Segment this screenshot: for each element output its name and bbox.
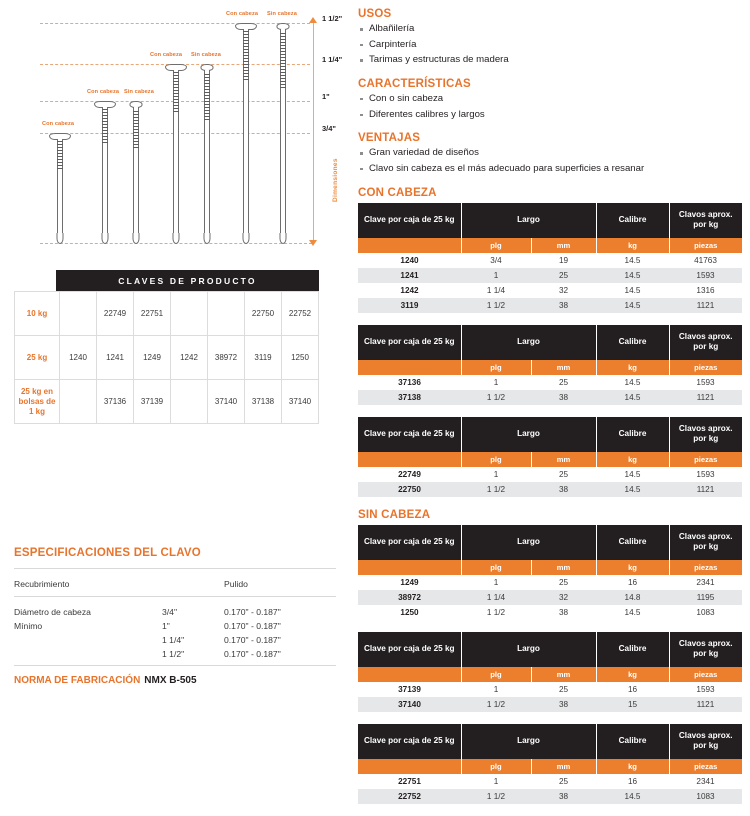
subheader-piezas: piezas (669, 759, 742, 774)
cell: 1240 (60, 336, 97, 380)
header-calibre: Calibre (596, 632, 669, 667)
header-clavos: Clavos aprox. por kg (669, 525, 742, 560)
cell-kg: 14.8 (596, 590, 669, 605)
cell-clave: 37136 (398, 377, 421, 387)
diametro-label-line1: Diámetro de cabeza (14, 607, 91, 617)
cell-mm: 38 (531, 390, 596, 405)
caracteristicas-list (358, 93, 742, 121)
list-item: Clavo sin cabeza es el más adecuado para superficies a resanar (358, 163, 742, 176)
subheader-kg: kg (596, 667, 669, 682)
cell-clave: 3119 (358, 298, 461, 313)
nail-tip (173, 233, 180, 244)
sin-cabeza-title: SIN CABEZA (358, 508, 431, 521)
cell: 22751 (134, 292, 171, 336)
cell-kg: 14.5 (596, 390, 669, 405)
list-item: Albañilería (358, 23, 742, 36)
subheader-mm: mm (531, 759, 596, 774)
diametro-label-line2: Mínimo (14, 621, 43, 631)
subheader-clave (358, 667, 461, 682)
header-clave: Clave por caja de 25 kg (358, 525, 461, 560)
subheader-plg: plg (461, 560, 531, 575)
cell-piezas: 1593 (669, 268, 742, 283)
header-clave: Clave por caja de 25 kg (358, 203, 461, 238)
table-row (358, 590, 742, 605)
size-cell: 1" (162, 621, 170, 631)
subheader-piezas: piezas (669, 360, 742, 375)
row-label-25kg-bolsas: 25 kg en bolsas de 1 kg (15, 380, 60, 424)
cell-plg: 1 1/2 (461, 298, 531, 313)
ventajas-title: VENTAJAS (358, 132, 421, 145)
table-row (14, 619, 336, 633)
nail-2 (94, 101, 116, 243)
empty-label (14, 647, 162, 661)
header-clave: Clave por caja de 25 kg (358, 632, 461, 667)
table-row (358, 283, 742, 298)
spacer-cell (162, 577, 224, 591)
header-calibre: Calibre (596, 203, 669, 238)
cell (171, 380, 208, 424)
cell (60, 292, 97, 336)
table-row (14, 605, 336, 619)
cell-mm: 38 (531, 298, 596, 313)
subheader-kg: kg (596, 452, 669, 467)
recubrimiento-label: Recubrimiento (14, 579, 70, 589)
cell-kg: 14.5 (596, 268, 669, 283)
subheader-kg: kg (596, 360, 669, 375)
cell: 22752 (282, 292, 319, 336)
cell-clave: 22750 (358, 482, 461, 497)
dimension-axis (313, 23, 314, 243)
header-largo: Largo (461, 203, 596, 238)
table-row (358, 682, 742, 697)
subheader-plg: plg (461, 238, 531, 253)
cell: 1249 (134, 336, 171, 380)
nail-3 (125, 101, 147, 243)
nail-tip (280, 233, 287, 244)
header-clavos: Clavos aprox. por kg (669, 203, 742, 238)
nail-1 (49, 133, 71, 243)
table-row (14, 633, 336, 647)
subheader-clave (358, 452, 461, 467)
nail-1-label: Con cabeza (42, 121, 75, 127)
cell-plg: 3/4 (490, 255, 502, 265)
cell-clave: 22749 (398, 469, 421, 479)
cell-kg: 14.5 (624, 607, 641, 617)
header-largo: Largo (461, 325, 596, 360)
cell-mm: 25 (558, 684, 569, 694)
usos-list (358, 23, 742, 67)
table-subheader-row (358, 238, 742, 253)
spec-table-con-cabeza-2 (358, 325, 742, 405)
subheader-mm: mm (531, 560, 596, 575)
header-clave: Clave por caja de 25 kg (358, 325, 461, 360)
header-calibre: Calibre (596, 417, 669, 452)
cell-kg: 14.5 (596, 789, 669, 804)
nail-knurl (102, 109, 108, 143)
list-item: Carpintería (358, 39, 742, 52)
cell-piezas: 1121 (669, 298, 742, 313)
table-row (14, 647, 336, 661)
scale-label-3-4: 3/4" (322, 124, 336, 133)
header-largo: Largo (461, 417, 596, 452)
size-cell: 1 1/2" (162, 649, 185, 659)
cell-plg: 1 (493, 469, 499, 479)
cell-piezas: 1083 (669, 789, 742, 804)
table-row (358, 253, 742, 268)
table-row (358, 697, 742, 712)
cell-plg: 1 (461, 268, 531, 283)
norma-de-fabricacion (14, 675, 197, 686)
list-item: Tarimas y estructuras de madera (358, 54, 742, 67)
usos-section (358, 8, 742, 176)
cell: 3119 (245, 336, 282, 380)
cell-clave: 22751 (398, 776, 421, 786)
left-column (0, 0, 350, 698)
cell-mm: 25 (558, 577, 569, 587)
header-calibre: Calibre (596, 525, 669, 560)
size-cell: 3/4" (162, 607, 177, 617)
header-largo: Largo (461, 724, 596, 759)
cell-plg: 1 (493, 577, 499, 587)
cell: 37140 (282, 380, 319, 424)
nail-2-label: Con cabeza (87, 89, 120, 95)
divider (14, 568, 336, 569)
cell (208, 292, 245, 336)
cell-mm: 25 (558, 377, 569, 387)
header-clavos: Clavos aprox. por kg (669, 632, 742, 667)
cell-piezas: 1593 (696, 469, 715, 479)
cell: 22750 (245, 292, 282, 336)
subheader-clave (358, 560, 461, 575)
cell-piezas: 1121 (669, 390, 742, 405)
cell-mm: 25 (558, 776, 569, 786)
cell-piezas: 2341 (696, 577, 715, 587)
right-column (358, 8, 742, 816)
row-label-10kg: 10 kg (15, 292, 60, 336)
header-clave: Clave por caja de 25 kg (358, 724, 461, 759)
nail-tip (204, 233, 211, 244)
header-clavos: Clavos aprox. por kg (669, 417, 742, 452)
nail-size-diagram (0, 0, 350, 262)
nail-4 (165, 64, 187, 243)
table-row (358, 375, 742, 390)
header-largo: Largo (461, 525, 596, 560)
cell-piezas: 1593 (696, 377, 715, 387)
cell-mm: 32 (531, 590, 596, 605)
table-subheader-row (358, 759, 742, 774)
cell: 1241 (97, 336, 134, 380)
divider (14, 596, 336, 597)
spec-table-con-cabeza-1 (358, 203, 742, 313)
cell-piezas: 1195 (669, 590, 742, 605)
header-clavos: Clavos aprox. por kg (669, 325, 742, 360)
cell-kg: 14.5 (624, 285, 641, 295)
nail-5 (196, 64, 218, 243)
nail-knurl (280, 33, 286, 89)
dimension-axis-label: Dimensiones (332, 158, 339, 202)
nail-7 (272, 23, 294, 243)
cell-piezas: 1316 (696, 285, 715, 295)
table-row (358, 789, 742, 804)
cell: 1242 (171, 336, 208, 380)
subheader-kg: kg (596, 759, 669, 774)
cell-clave: 37139 (398, 684, 421, 694)
header-clavos: Clavos aprox. por kg (669, 724, 742, 759)
subheader-mm: mm (531, 667, 596, 682)
cell-piezas: 41763 (694, 255, 717, 265)
cell-clave: 1249 (400, 577, 419, 587)
scale-label-1-1-4: 1 1/4" (322, 55, 343, 64)
range-cell: 0.170" - 0.187" (224, 649, 281, 659)
spec-table-sin-cabeza-3 (358, 724, 742, 804)
cell-piezas: 1121 (669, 697, 742, 712)
cell-mm: 25 (558, 469, 569, 479)
cell: 37136 (97, 380, 134, 424)
size-cell: 1 1/4" (162, 635, 185, 645)
nail-4-label: Con cabeza (150, 52, 183, 58)
cell-piezas: 2341 (696, 776, 715, 786)
nail-knurl (243, 31, 249, 81)
table-header-row (358, 724, 742, 759)
cell-piezas: 1083 (696, 607, 715, 617)
subheader-mm: mm (531, 360, 596, 375)
scale-label-1: 1" (322, 92, 330, 101)
nail-knurl (173, 72, 179, 112)
diametro-table (14, 605, 336, 661)
range-cell: 0.170" - 0.187" (224, 621, 281, 631)
cell-plg: 1 (493, 684, 499, 694)
claves-grid (14, 291, 319, 424)
cell-plg: 1 1/2 (486, 607, 506, 617)
cell: 37138 (245, 380, 282, 424)
recubrimiento-value: Pulido (224, 579, 248, 589)
table-subheader-row (358, 360, 742, 375)
norma-label: NORMA DE FABRICACIÓN (14, 675, 141, 686)
cell-mm: 38 (531, 789, 596, 804)
table-row (358, 482, 742, 497)
nail-5-label: Sin cabeza (191, 52, 221, 58)
cell-clave: 1242 (400, 285, 419, 295)
subheader-clave (358, 759, 461, 774)
spec-table-sin-cabeza-1 (358, 525, 742, 620)
subheader-clave (358, 360, 461, 375)
subheader-piezas: piezas (669, 238, 742, 253)
cell-plg: 1 1/4 (461, 590, 531, 605)
especificaciones-table (14, 577, 336, 591)
con-cabeza-title: CON CABEZA (358, 186, 437, 199)
cell-clave: 37138 (358, 390, 461, 405)
cell-kg: 16 (627, 577, 638, 587)
subheader-plg: plg (461, 452, 531, 467)
cell-plg: 1 (493, 776, 499, 786)
dimension-arrow-up-icon (309, 17, 317, 23)
empty-label (14, 633, 162, 647)
cell-mm: 25 (531, 268, 596, 283)
subheader-clave (358, 238, 461, 253)
caracteristicas-title: CARACTERÍSTICAS (358, 77, 471, 90)
subheader-plg: plg (461, 667, 531, 682)
especificaciones-title: ESPECIFICACIONES DEL CLAVO (14, 547, 201, 559)
header-calibre: Calibre (596, 724, 669, 759)
table-row (15, 336, 319, 380)
table-row (358, 268, 742, 283)
cell-mm: 38 (558, 607, 569, 617)
cell-plg: 1 1/4 (486, 285, 506, 295)
cell: 22749 (97, 292, 134, 336)
table-row (358, 774, 742, 789)
cell (60, 380, 97, 424)
cell: 37139 (134, 380, 171, 424)
usos-title: USOS (358, 8, 392, 20)
cell-piezas: 1593 (696, 684, 715, 694)
cell-kg: 14.5 (596, 298, 669, 313)
cell-clave: 1250 (400, 607, 419, 617)
cell-kg: 16 (627, 776, 638, 786)
table-subheader-row (358, 452, 742, 467)
subheader-mm: mm (531, 238, 596, 253)
cell: 37140 (208, 380, 245, 424)
cell-kg: 14.5 (596, 482, 669, 497)
cell-mm: 38 (531, 697, 596, 712)
cell-clave: 1240 (400, 255, 419, 265)
cell (171, 292, 208, 336)
scale-label-1-1-2: 1 1/2" (322, 14, 343, 23)
spec-table-sin-cabeza-2 (358, 632, 742, 712)
header-largo: Largo (461, 632, 596, 667)
header-clave: Clave por caja de 25 kg (358, 417, 461, 452)
cell-mm: 19 (558, 255, 569, 265)
cell-mm: 38 (531, 482, 596, 497)
nail-3-label: Sin cabeza (124, 89, 154, 95)
cell-plg: 1 1/2 (461, 482, 531, 497)
spec-table-con-cabeza-3 (358, 417, 742, 497)
subheader-piezas: piezas (669, 667, 742, 682)
nail-6 (235, 23, 257, 243)
cell-clave: 22752 (358, 789, 461, 804)
guide-line-1-1-2 (40, 23, 310, 24)
nail-tip (57, 233, 64, 244)
table-row (358, 605, 742, 620)
cell-kg: 14.5 (624, 255, 641, 265)
cell-clave: 38972 (358, 590, 461, 605)
subheader-kg: kg (596, 560, 669, 575)
table-subheader-row (358, 667, 742, 682)
norma-value: NMX B-505 (144, 675, 197, 686)
table-header-row (358, 203, 742, 238)
list-item: Gran variedad de diseños (358, 147, 742, 160)
divider (14, 665, 336, 666)
cell-kg: 16 (627, 684, 638, 694)
subheader-piezas: piezas (669, 560, 742, 575)
subheader-plg: plg (461, 360, 531, 375)
table-row (15, 292, 319, 336)
nail-knurl (133, 111, 139, 149)
cell-mm: 32 (558, 285, 569, 295)
nail-knurl (57, 141, 63, 171)
table-header-row (358, 417, 742, 452)
cell-kg: 15 (596, 697, 669, 712)
nail-tip (243, 233, 250, 244)
claves-table-title: CLAVES DE PRODUCTO (56, 270, 319, 291)
table-row (358, 467, 742, 482)
subheader-plg: plg (461, 759, 531, 774)
cell-plg: 1 (493, 377, 499, 387)
header-calibre: Calibre (596, 325, 669, 360)
cell-clave: 37140 (358, 697, 461, 712)
range-cell: 0.170" - 0.187" (224, 635, 281, 645)
table-header-row (358, 525, 742, 560)
table-row (358, 575, 742, 590)
nail-tip (102, 233, 109, 244)
table-row (14, 577, 336, 591)
cell-piezas: 1121 (669, 482, 742, 497)
table-row (15, 380, 319, 424)
subheader-kg: kg (596, 238, 669, 253)
table-subheader-row (358, 560, 742, 575)
dimension-arrow-down-icon (309, 240, 317, 246)
nail-knurl (204, 74, 210, 121)
cell-plg: 1 1/2 (461, 697, 531, 712)
table-header-row (358, 632, 742, 667)
nail-7-label: Sin cabeza (267, 11, 297, 17)
cell-kg: 14.5 (624, 377, 641, 387)
nail-tip (133, 233, 140, 244)
subheader-piezas: piezas (669, 452, 742, 467)
nail-6-label: Con cabeza (226, 11, 259, 17)
table-row (358, 298, 742, 313)
especificaciones-section (14, 543, 336, 666)
cell: 38972 (208, 336, 245, 380)
list-item: Con o sin cabeza (358, 93, 742, 106)
cell: 1250 (282, 336, 319, 380)
claves-de-producto-table (14, 270, 319, 424)
row-label-25kg: 25 kg (15, 336, 60, 380)
cell-clave: 1241 (358, 268, 461, 283)
cell-plg: 1 1/2 (461, 789, 531, 804)
ventajas-list (358, 147, 742, 175)
cell-plg: 1 1/2 (461, 390, 531, 405)
range-cell: 0.170" - 0.187" (224, 607, 281, 617)
table-row (358, 390, 742, 405)
list-item: Diferentes calibres y largos (358, 109, 742, 122)
cell-kg: 14.5 (624, 469, 641, 479)
table-header-row (358, 325, 742, 360)
subheader-mm: mm (531, 452, 596, 467)
